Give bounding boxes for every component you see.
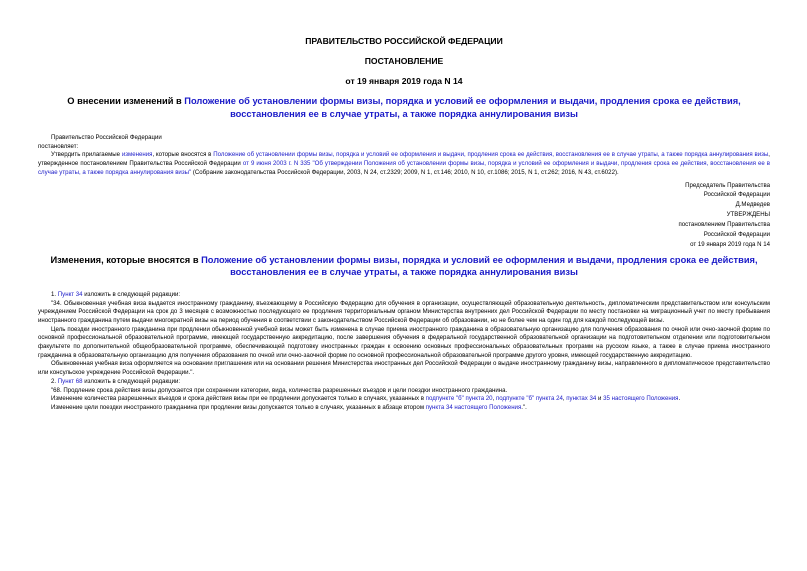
signature-name: Д.Медведев xyxy=(735,201,770,209)
document-date-heading: от 19 января 2019 года N 14 xyxy=(345,76,463,86)
item-1-text: изложить в следующей редакции: xyxy=(82,290,181,298)
signature-country: Российской Федерации xyxy=(703,191,770,199)
point-34-regulation-link[interactable]: пункта 34 настоящего Положения xyxy=(425,404,522,411)
resolution-335-link[interactable]: от 9 июня 2003 г. N 335 "Об утверждении Положения об установлении формы визы, порядка и условий ее оформления и выдачи, продления срока ее действия, восстановления ее в случае утраты, а также порядка аннулирования визы" xyxy=(38,160,770,176)
item-1 xyxy=(38,291,770,300)
changes-title-regulation-link[interactable]: Положение об установлении формы визы, порядка и условий ее оформления и выдачи, продления срока ее действия, восстановления ее в случае утраты, а также порядка аннулирования визы xyxy=(201,254,758,278)
paragraph-34-3: Обыкновенная учебная виза оформляется на основании приглашения или на основании решения Министерства иностранных дел Российской Федерации о выдаче иностранному гражданину визы, направленного в дипломатическое представительство или консульское учреждение Российской Федерации.". xyxy=(38,360,770,377)
intro-text-1: Утвердить прилагаемые xyxy=(51,151,122,159)
p68-2-text-3: , xyxy=(562,395,567,403)
document-type-heading: ПОСТАНОВЛЕНИЕ xyxy=(364,56,444,66)
changes-title-prefix: Изменения, которые вносятся в xyxy=(50,254,202,265)
approval-by: постановлением Правительства xyxy=(678,221,770,229)
government-heading: ПРАВИТЕЛЬСТВО РОССИЙСКОЙ ФЕДЕРАЦИИ xyxy=(305,36,503,46)
approval-approved: УТВЕРЖДЕНЫ xyxy=(726,211,770,219)
intro-text-3: , утвержденное постановлением Правительства Российской Федерации xyxy=(38,151,770,168)
signature-block xyxy=(38,181,770,250)
paragraph-34-1: "34. Обыкновенная учебная виза выдается иностранному гражданину, въезжающему в Российскую Федерацию для обучения в организации, осуществляющей образовательную деятельность, дипломатическим представительством или консульским учреждением Российской Федерации на срок до 3 месяцев с возможностью последующего ее продления территориальным органом Министерства внутренних дел Российской Федерации по месту постановки на миграционный учет по месту пребывания иностранного гражданина путем выдачи многократной визы на период обучения в соответствии с законодательством Российской Федерации об образовании, но не более чем на один год для каждой последующей визы. xyxy=(38,299,770,324)
item-2-text: изложить в следующей редакции: xyxy=(82,377,181,385)
p68-3-text-1: Изменение цели поездки иностранного гражданина при продлении визы допускается только в случаях, указанных в абзаце втором xyxy=(51,404,426,411)
points-34-link[interactable]: пунктах 34 xyxy=(566,395,597,403)
p68-2-text-1: Изменение количества разрешенных въездов и срока действия визы при ее продлении допускается только в случаях, указанных в xyxy=(51,395,426,403)
document-page xyxy=(38,36,770,413)
p68-2-text-5: . xyxy=(678,395,681,403)
changes-body xyxy=(38,291,770,413)
intro-block xyxy=(38,134,770,178)
item-2-number: 2. xyxy=(51,377,58,385)
intro-decrees: постановляет: xyxy=(38,142,79,150)
item-1-link[interactable]: Пункт 34 xyxy=(57,290,83,298)
signature-position: Председатель Правительства xyxy=(685,181,770,189)
paragraph-68-2 xyxy=(38,395,770,404)
p68-2-text-4: и xyxy=(596,395,604,403)
intro-text-4: (Собрание законодательства Российской Федерации, 2003, N 24, ст.2329; 2009, N 1, ст.146; 2010, N 10, ст.1086; 2015, N 1, ст.262; 2016, N 43, ст.6022). xyxy=(191,168,619,176)
point-35-link[interactable]: 35 настоящего Положения xyxy=(603,395,679,403)
changes-link[interactable]: изменения xyxy=(121,151,153,159)
title-regulation-link[interactable]: Положение об установлении формы визы, порядка и условий ее оформления и выдачи, продления срока ее действия, восстановления ее в случае утраты, а также порядка аннулирования визы xyxy=(184,96,741,119)
paragraph-68-3 xyxy=(38,404,770,413)
item-2 xyxy=(38,378,770,387)
document-title xyxy=(38,95,770,120)
intro-text-2: , которые вносятся в xyxy=(152,151,214,159)
approval-date: от 19 января 2019 года N 14 xyxy=(690,240,770,248)
intro-government: Правительство Российской Федерации xyxy=(51,134,162,141)
regulation-link[interactable]: Положение об установлении формы визы, порядка и условий ее оформления и выдачи, продления срока ее действия, восстановления ее в случае утраты, а также порядка аннулирования визы xyxy=(213,151,769,159)
subpoint-b-24-link[interactable]: подпункте "б" пункта 24 xyxy=(495,395,563,403)
subpoint-b-20-link[interactable]: подпункте "б" пункта 20 xyxy=(425,395,493,403)
p68-3-text-2: .". xyxy=(521,404,527,411)
paragraph-68-1: "68. Продление срока действия визы допускается при сохранении категории, вида, количества разрешенных въездов и цели поездки иностранного гражданина. xyxy=(51,386,508,394)
p68-2-text-2: , xyxy=(492,395,496,403)
intro-paragraph xyxy=(38,151,770,177)
approval-country: Российской Федерации xyxy=(703,231,770,239)
document-title-prefix: О внесении изменений в xyxy=(67,96,185,106)
item-1-number: 1. xyxy=(51,290,58,298)
paragraph-34-2: Цель поездки иностранного гражданина при продлении обыкновенной учебной визы может быть изменена в случае приема иностранного гражданина в образовательную организацию для получения образования по очной или очно-заочной форме по основной профессиональной образовательной программе, имеющей государственную аккредитацию, после завершения обучения в федеральной государственной образовательной организации на подготовительном отделении или подготовительном факультете по дополнительной общеобразовательной программе, обеспечивающей подготовку иностранных граждан к освоению основных профессиональных образовательных программ на русском языке, а также в случае приема иностранного гражданина в образовательную организацию для получения образования по очной или очно-заочной форме по основной профессиональной образовательной программе другого уровня, имеющей государственную аккредитацию. xyxy=(38,325,770,359)
changes-title xyxy=(38,254,770,279)
item-2-link[interactable]: Пункт 68 xyxy=(57,377,83,385)
